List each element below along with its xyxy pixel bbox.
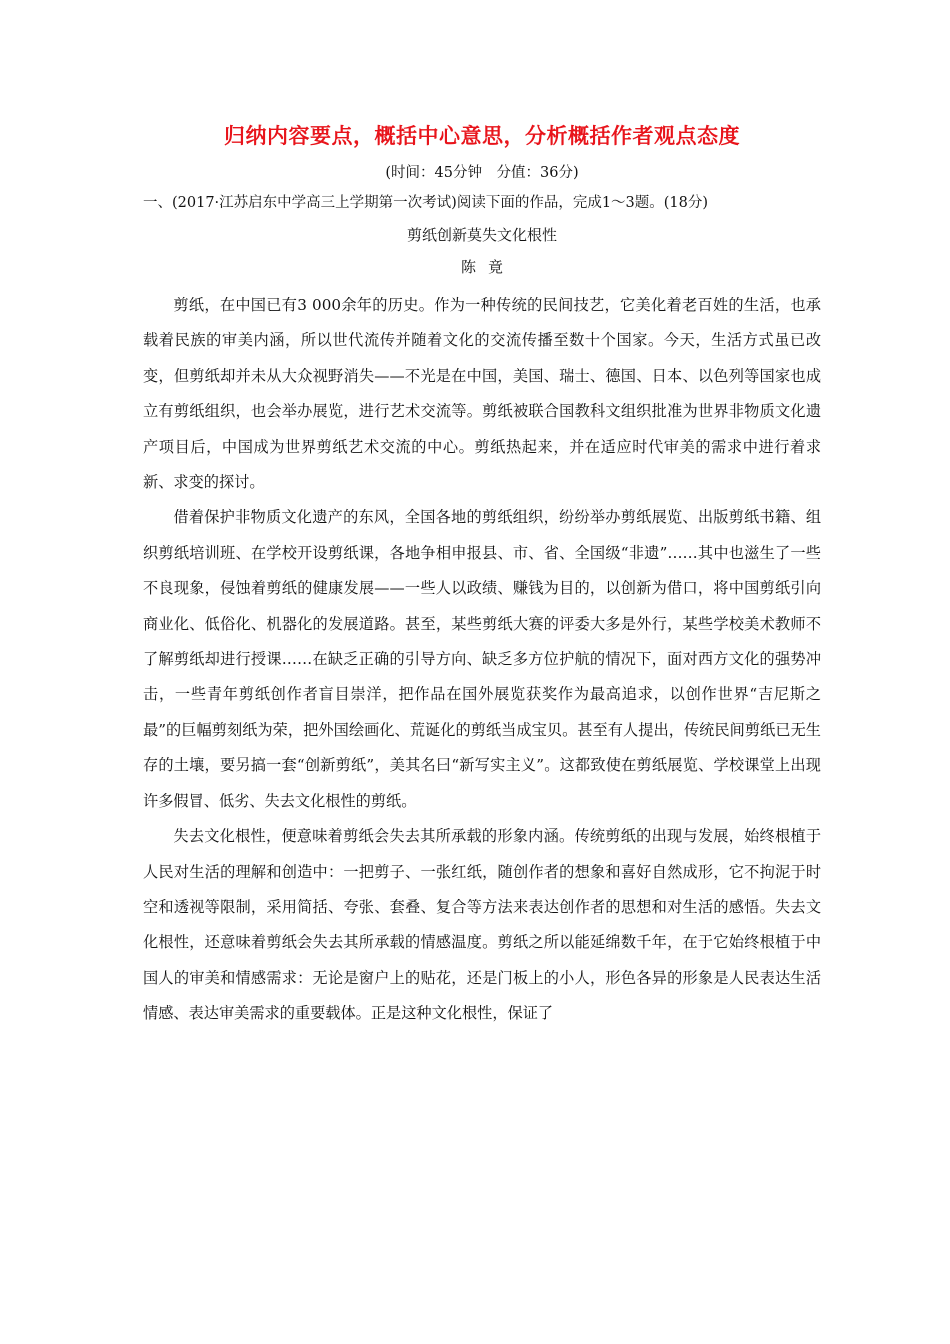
- article-body: [143, 288, 821, 1032]
- article-author: 陈竟: [460, 258, 515, 276]
- exam-meta: (时间：45分钟 分值：36分): [385, 165, 579, 181]
- paragraph-3: 失去文化根性，便意味着剪纸会失去其所承载的形象内涵。传统剪纸的出现与发展，始终根植于人民对生活的理解和创造中：一把剪子、一张红纸，随创作者的想象和喜好自然成形，它不拘泥于时空和透视等限制，采用简括、夸张、套叠、复合等方法来表达创作者的思想和对生活的感悟。失去文化根性，还意味着剪纸会失去其所承载的情感温度。剪纸之所以能延绵数千年，在于它始终根植于中国人的审美和情感需求：无论是窗户上的贴花，还是门板上的小人，形色各异的形象是人民表达生活情感、表达审美需求的重要载体。正是这种文化根性，保证了: [143, 827, 821, 1023]
- document-title: 归纳内容要点，概括中心意思，分析概括作者观点态度: [224, 124, 740, 148]
- paragraph-1: 剪纸，在中国已有3 000余年的历史。作为一种传统的民间技艺，它美化着老百姓的生活，也承载着民族的审美内涵，所以世代流传并随着文化的交流传播至数十个国家。今天，生活方式虽已改变，但剪纸却并未从大众视野消失——不光是在中国，美国、瑞士、德国、日本、以色列等国家也成立有剪纸组织，也会举办展览，进行艺术交流等。剪纸被联合国教科文组织批准为世界非物质文化遗产项目后，中国成为世界剪纸艺术交流的中心。剪纸热起来，并在适应时代审美的需求中进行着求新、求变的探讨。: [143, 296, 821, 492]
- document-page: [143, 118, 821, 1032]
- question-heading: 一、(2017·江苏启东中学高三上学期第一次考试)阅读下面的作品，完成1～3题。(18分): [143, 195, 709, 211]
- paragraph-2: 借着保护非物质文化遗产的东风，全国各地的剪纸组织，纷纷举办剪纸展览、出版剪纸书籍、组织剪纸培训班、在学校开设剪纸课，各地争相申报县、市、省、全国级“非遗”……其中也滋生了一些不良现象，侵蚀着剪纸的健康发展——一些人以政绩、赚钱为目的，以创新为借口，将中国剪纸引向商业化、低俗化、机器化的发展道路。甚至，某些剪纸大赛的评委大多是外行，某些学校美术教师不了解剪纸却进行授课……在缺乏正确的引导方向、缺乏多方位护航的情况下，面对西方文化的强势冲击，一些青年剪纸创作者盲目崇洋，把作品在国外展览获奖作为最高追求，以创作世界“吉尼斯之最”的巨幅剪刻纸为荣，把外国绘画化、荒诞化的剪纸当成宝贝。甚至有人提出，传统民间剪纸已无生存的土壤，要另搞一套“创新剪纸”，美其名曰“新写实主义”。这都致使在剪纸展览、学校课堂上出现许多假冒、低劣、失去文化根性的剪纸。: [143, 508, 821, 810]
- article-title: 剪纸创新莫失文化根性: [406, 226, 557, 244]
